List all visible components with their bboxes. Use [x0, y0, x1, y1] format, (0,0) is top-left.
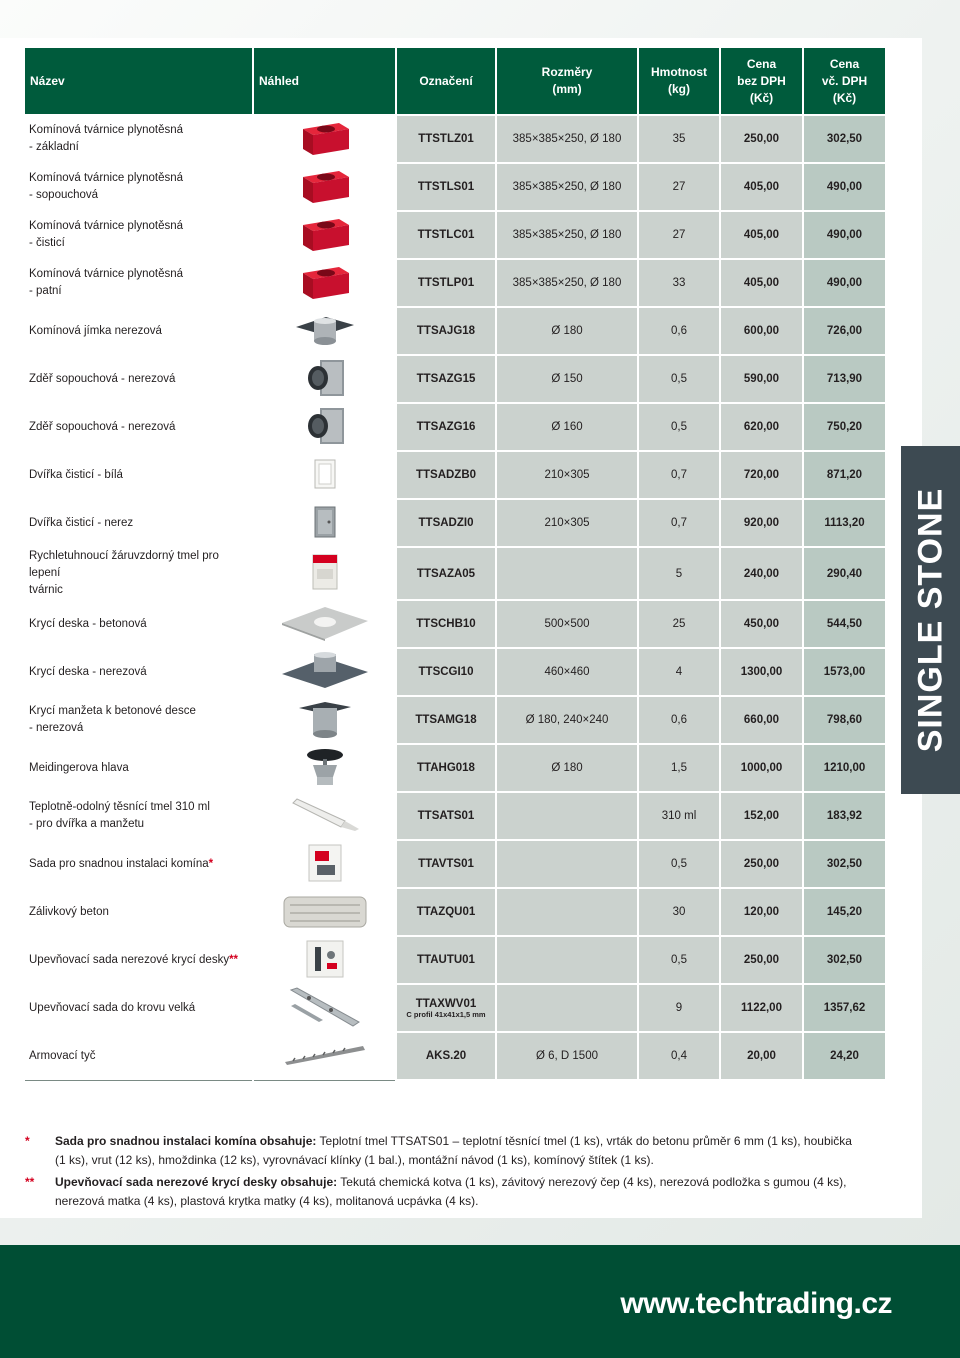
table-row — [24, 648, 886, 696]
product-code-cell — [396, 1032, 496, 1080]
product-line-tab — [901, 446, 960, 794]
product-name: Krycí deska - nerezová — [29, 665, 147, 678]
product-name: Krycí manžeta k betonové desce — [29, 705, 196, 717]
price-inc-vat-cell: 302,50 — [803, 936, 886, 984]
dimensions-cell: Ø 180 — [496, 307, 638, 355]
product-code-cell — [396, 936, 496, 984]
footnote-title: Sada pro snadnou instalaci komína obsahuje: — [55, 1134, 317, 1148]
product-preview-cell — [253, 888, 396, 936]
footnotes — [25, 1132, 855, 1214]
col-header-weight: Hmotnost (kg) — [638, 47, 720, 115]
dimensions-cell: 500×500 — [496, 600, 638, 648]
product-code: TTSAZA05 — [416, 567, 476, 580]
roof-bracket-icon — [287, 986, 363, 1031]
product-name-line2: - nerezová — [29, 722, 84, 734]
price-inc-vat-cell: 726,00 — [803, 307, 886, 355]
footnote-marker: * — [208, 857, 214, 870]
product-name-cell — [24, 936, 253, 984]
price-inc-vat-cell: 713,90 — [803, 355, 886, 403]
product-code: TTSCHB10 — [416, 618, 476, 630]
product-name: Rychletuhnoucí žáruvzdorný tmel pro lepení — [29, 550, 219, 579]
dimensions-cell — [496, 792, 638, 840]
dimensions-cell: 210×305 — [496, 451, 638, 499]
product-name-line2: - čisticí — [29, 237, 65, 249]
product-name-cell — [24, 744, 253, 792]
weight-cell: 0,6 — [638, 307, 720, 355]
sealant-tube-icon — [289, 797, 361, 836]
product-code-cell — [396, 984, 496, 1032]
product-code-cell — [396, 840, 496, 888]
product-name: Dvířka čisticí - nerez — [29, 516, 134, 529]
table-row — [24, 840, 886, 888]
product-code-note: C profil 41x41x1,5 mm — [406, 1009, 486, 1019]
product-code: AKS.20 — [425, 1050, 467, 1062]
weight-cell: 27 — [638, 211, 720, 259]
product-name: Teplotně-odolný těsnící tmel 310 ml — [29, 801, 210, 813]
price-ex-vat-cell: 152,00 — [720, 792, 803, 840]
price-inc-vat-cell: 798,60 — [803, 696, 886, 744]
product-code-cell — [396, 115, 496, 163]
footnote-marker: * — [25, 1134, 30, 1148]
price-inc-vat-cell: 490,00 — [803, 259, 886, 307]
product-code-cell — [396, 163, 496, 211]
price-ex-vat-cell: 1300,00 — [720, 648, 803, 696]
table-row — [24, 936, 886, 984]
dimensions-cell — [496, 547, 638, 600]
price-ex-vat-cell: 250,00 — [720, 840, 803, 888]
price-inc-vat-cell: 871,20 — [803, 451, 886, 499]
price-ex-vat-cell: 450,00 — [720, 600, 803, 648]
weight-cell: 30 — [638, 888, 720, 936]
product-code-cell — [396, 744, 496, 792]
product-name: Upevňovací sada do krovu velká — [29, 1001, 196, 1014]
table-row — [24, 307, 886, 355]
product-name-cell — [24, 600, 253, 648]
product-code: TTSATS01 — [417, 810, 475, 822]
dimensions-cell: Ø 180, 240×240 — [496, 696, 638, 744]
table-row — [24, 547, 886, 600]
product-preview-cell — [253, 744, 396, 792]
weight-cell: 0,5 — [638, 355, 720, 403]
price-ex-vat-cell: 590,00 — [720, 355, 803, 403]
price-inc-vat-cell: 24,20 — [803, 1032, 886, 1080]
product-code: TTSAZG15 — [416, 373, 476, 385]
product-name-cell — [24, 792, 253, 840]
product-name: Komínová tvárnice plynotěsná — [29, 220, 184, 232]
product-name-cell — [24, 355, 253, 403]
concrete-bag-icon — [280, 891, 370, 934]
table-row — [24, 451, 886, 499]
weight-cell: 35 — [638, 115, 720, 163]
product-code-cell — [396, 696, 496, 744]
price-ex-vat-cell: 1000,00 — [720, 744, 803, 792]
weight-cell: 27 — [638, 163, 720, 211]
product-name-line2: tvárnic — [29, 584, 63, 596]
product-name: Sada pro snadnou instalaci komína — [29, 857, 209, 870]
product-preview-cell — [253, 499, 396, 547]
price-ex-vat-cell: 20,00 — [720, 1032, 803, 1080]
table-row — [24, 355, 886, 403]
product-code: TTSTLZ01 — [418, 133, 474, 145]
dimensions-cell: 385×385×250, Ø 180 — [496, 211, 638, 259]
col-header-dimensions: Rozměry (mm) — [496, 47, 638, 115]
website-link[interactable]: www.techtrading.cz — [620, 1287, 892, 1320]
footnote-title: Upevňovací sada nerezové krycí desky obsahuje: — [55, 1175, 338, 1189]
product-code: TTAZQU01 — [416, 906, 476, 918]
price-inc-vat-cell: 302,50 — [803, 840, 886, 888]
weight-cell: 0,7 — [638, 451, 720, 499]
fixing-kit-icon — [303, 939, 347, 982]
steel-door-icon — [314, 506, 336, 541]
weight-cell: 0,6 — [638, 696, 720, 744]
product-preview-cell — [253, 403, 396, 451]
table-row — [24, 696, 886, 744]
product-code: TTAHG018 — [417, 762, 475, 774]
product-preview-cell — [253, 696, 396, 744]
product-preview-cell — [253, 936, 396, 984]
product-name: Komínová jímka nerezová — [29, 324, 162, 337]
product-preview-cell — [253, 307, 396, 355]
product-name: Meidingerova hlava — [29, 761, 129, 774]
dimensions-cell — [496, 936, 638, 984]
product-preview-cell — [253, 259, 396, 307]
footnote-1 — [25, 1132, 855, 1170]
dimensions-cell: 210×305 — [496, 499, 638, 547]
product-name: Komínová tvárnice plynotěsná — [29, 172, 184, 184]
white-door-icon — [314, 459, 336, 492]
product-name-cell — [24, 547, 253, 600]
weight-cell: 0,5 — [638, 403, 720, 451]
dimensions-cell: Ø 180 — [496, 744, 638, 792]
product-code: TTSAJG18 — [416, 325, 476, 337]
flue-connector-icon — [304, 358, 346, 401]
product-code-cell — [396, 355, 496, 403]
price-inc-vat-cell: 183,92 — [803, 792, 886, 840]
product-name-cell — [24, 259, 253, 307]
product-code-cell — [396, 547, 496, 600]
product-code-cell — [396, 600, 496, 648]
product-name-line2: - sopouchová — [29, 189, 99, 201]
product-preview-cell — [253, 355, 396, 403]
product-name: Armovací tyč — [29, 1049, 96, 1062]
product-name-cell — [24, 648, 253, 696]
red-block-icon — [299, 119, 351, 160]
product-name-line2: - pro dvířka a manžetu — [29, 818, 145, 830]
dimensions-cell — [496, 840, 638, 888]
product-name-cell — [24, 163, 253, 211]
product-code: TTAUTU01 — [417, 954, 475, 966]
dimensions-cell: Ø 160 — [496, 403, 638, 451]
weight-cell: 9 — [638, 984, 720, 1032]
footer-bar — [0, 1245, 960, 1358]
dimensions-cell: 460×460 — [496, 648, 638, 696]
product-preview-cell — [253, 163, 396, 211]
product-name: Krycí deska - betonová — [29, 617, 147, 630]
table-row — [24, 163, 886, 211]
product-name-line2: - patní — [29, 285, 62, 297]
flue-connector-icon — [304, 406, 346, 449]
price-ex-vat-cell: 720,00 — [720, 451, 803, 499]
footnote-marker: ** — [229, 953, 239, 966]
weight-cell: 4 — [638, 648, 720, 696]
product-code: TTSTLC01 — [417, 229, 475, 241]
col-header-price-inc-vat: Cena vč. DPH (Kč) — [803, 47, 886, 115]
product-code: TTSADZB0 — [415, 469, 477, 481]
product-code-cell — [396, 648, 496, 696]
product-preview-cell — [253, 984, 396, 1032]
table-row — [24, 499, 886, 547]
table-row — [24, 403, 886, 451]
weight-cell: 0,4 — [638, 1032, 720, 1080]
price-ex-vat-cell: 920,00 — [720, 499, 803, 547]
product-preview-cell — [253, 547, 396, 600]
steel-tray-icon — [294, 313, 356, 350]
price-inc-vat-cell: 750,20 — [803, 403, 886, 451]
product-code-cell — [396, 259, 496, 307]
table-header-row — [24, 47, 886, 115]
product-name: Dvířka čisticí - bílá — [29, 468, 123, 481]
price-inc-vat-cell: 145,20 — [803, 888, 886, 936]
product-preview-cell — [253, 840, 396, 888]
red-block-icon — [299, 263, 351, 304]
weight-cell: 1,5 — [638, 744, 720, 792]
price-ex-vat-cell: 250,00 — [720, 936, 803, 984]
product-preview-cell — [253, 211, 396, 259]
product-name-cell — [24, 451, 253, 499]
col-header-code: Označení — [396, 47, 496, 115]
product-code: TTAVTS01 — [418, 858, 474, 870]
red-block-icon — [299, 167, 351, 208]
price-inc-vat-cell: 490,00 — [803, 211, 886, 259]
price-ex-vat-cell: 600,00 — [720, 307, 803, 355]
table-row — [24, 984, 886, 1032]
col-header-preview: Náhled — [253, 47, 396, 115]
price-ex-vat-cell: 120,00 — [720, 888, 803, 936]
price-inc-vat-cell: 302,50 — [803, 115, 886, 163]
price-ex-vat-cell: 405,00 — [720, 211, 803, 259]
table-row — [24, 211, 886, 259]
product-name-cell — [24, 696, 253, 744]
product-code-cell — [396, 499, 496, 547]
rebar-icon — [283, 1044, 367, 1069]
price-inc-vat-cell: 1210,00 — [803, 744, 886, 792]
concrete-slab-icon — [280, 605, 370, 644]
product-code-cell — [396, 307, 496, 355]
chimney-cap-icon — [305, 747, 345, 790]
product-line-label: SINGLE STONE — [911, 487, 949, 753]
footnote-marker: ** — [25, 1175, 35, 1189]
product-preview-cell — [253, 451, 396, 499]
product-name-cell — [24, 115, 253, 163]
price-ex-vat-cell: 250,00 — [720, 115, 803, 163]
price-ex-vat-cell: 660,00 — [720, 696, 803, 744]
table-row — [24, 792, 886, 840]
price-inc-vat-cell: 544,50 — [803, 600, 886, 648]
table-row — [24, 600, 886, 648]
product-preview-cell — [253, 1032, 396, 1080]
price-ex-vat-cell: 1122,00 — [720, 984, 803, 1032]
steel-collar-icon — [297, 698, 353, 743]
product-name: Upevňovací sada nerezové krycí desky — [29, 953, 230, 966]
product-name-cell — [24, 1032, 253, 1080]
dimensions-cell — [496, 984, 638, 1032]
price-inc-vat-cell: 1113,20 — [803, 499, 886, 547]
col-header-name: Název — [24, 47, 253, 115]
dimensions-cell — [496, 888, 638, 936]
product-code: TTSCGI10 — [418, 666, 474, 678]
weight-cell: 25 — [638, 600, 720, 648]
product-name-cell — [24, 403, 253, 451]
product-code-cell — [396, 451, 496, 499]
price-ex-vat-cell: 240,00 — [720, 547, 803, 600]
table-row — [24, 259, 886, 307]
product-name: Zděř sopouchová - nerezová — [29, 372, 176, 385]
product-name-cell — [24, 499, 253, 547]
product-code-cell — [396, 211, 496, 259]
product-name-cell — [24, 984, 253, 1032]
dimensions-cell: 385×385×250, Ø 180 — [496, 259, 638, 307]
weight-cell: 310 ml — [638, 792, 720, 840]
product-code: TTSTLS01 — [417, 181, 475, 193]
price-table — [23, 46, 887, 1081]
table-row — [24, 888, 886, 936]
mortar-bag-icon — [310, 553, 340, 594]
product-code: TTSAZG16 — [416, 421, 476, 433]
product-preview-cell — [253, 792, 396, 840]
footnote-text: Tekutá chemická kotva (1 ks), závitový nerezový čep (4 ks), nerezová podložka s gumou (4 ks), nerezová matka (4 ks), plastová krytka matky (4 ks), molitanová ucpávka (4 ks). — [55, 1175, 847, 1208]
footnote-2 — [25, 1173, 855, 1211]
weight-cell: 0,5 — [638, 840, 720, 888]
product-code-cell — [396, 888, 496, 936]
product-code: TTSTLP01 — [417, 277, 475, 289]
product-preview-cell — [253, 115, 396, 163]
dimensions-cell: 385×385×250, Ø 180 — [496, 115, 638, 163]
product-code-cell — [396, 792, 496, 840]
price-ex-vat-cell: 620,00 — [720, 403, 803, 451]
red-block-icon — [299, 215, 351, 256]
weight-cell: 33 — [638, 259, 720, 307]
price-ex-vat-cell: 405,00 — [720, 163, 803, 211]
price-inc-vat-cell: 290,40 — [803, 547, 886, 600]
table-row — [24, 744, 886, 792]
product-name: Komínová tvárnice plynotěsná — [29, 268, 184, 280]
product-preview-cell — [253, 600, 396, 648]
col-header-price-ex-vat: Cena bez DPH (Kč) — [720, 47, 803, 115]
product-name: Zděř sopouchová - nerezová — [29, 420, 176, 433]
dimensions-cell: 385×385×250, Ø 180 — [496, 163, 638, 211]
steel-plate-icon — [280, 652, 370, 693]
dimensions-cell: Ø 6, D 1500 — [496, 1032, 638, 1080]
footnote-text: Teplotní tmel TTSATS01 – teplotní těsnící tmel (1 ks), vrták do betonu průměr 6 mm (1 ks), houbička (1 ks), vrut (12 ks), hmoždinka (12 ks), vyrovnávací klínky (1 bal.), montážní návod (1 ks), komínový štítek (1 ks). — [55, 1134, 852, 1167]
weight-cell: 5 — [638, 547, 720, 600]
product-name-cell — [24, 307, 253, 355]
product-name-line2: - základní — [29, 141, 79, 153]
price-ex-vat-cell: 405,00 — [720, 259, 803, 307]
product-code: TTSADZI0 — [418, 517, 474, 529]
table-row — [24, 1032, 886, 1080]
price-inc-vat-cell: 490,00 — [803, 163, 886, 211]
product-name: Komínová tvárnice plynotěsná — [29, 124, 184, 136]
product-name-cell — [24, 211, 253, 259]
dimensions-cell: Ø 150 — [496, 355, 638, 403]
product-code-cell — [396, 403, 496, 451]
table-row — [24, 115, 886, 163]
weight-cell: 0,5 — [638, 936, 720, 984]
weight-cell: 0,7 — [638, 499, 720, 547]
product-preview-cell — [253, 648, 396, 696]
install-kit-icon — [305, 843, 345, 886]
product-name: Zálivkový beton — [29, 905, 109, 918]
product-code: TTAXWV01 — [415, 997, 477, 1010]
product-code: TTSAMG18 — [415, 714, 477, 726]
product-name-cell — [24, 888, 253, 936]
price-inc-vat-cell: 1357,62 — [803, 984, 886, 1032]
price-inc-vat-cell: 1573,00 — [803, 648, 886, 696]
product-name-cell — [24, 840, 253, 888]
